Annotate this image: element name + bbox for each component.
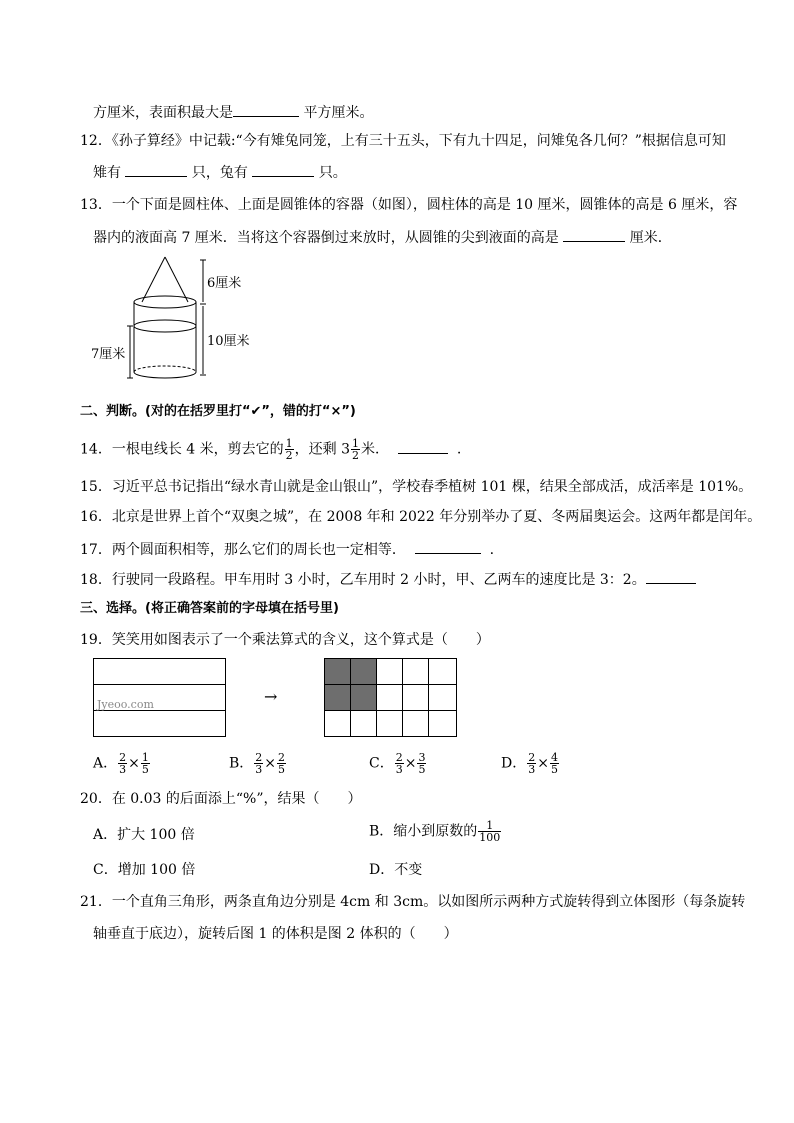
times-sign: × bbox=[404, 755, 417, 772]
answer-blank[interactable] bbox=[398, 439, 448, 454]
fraction bbox=[395, 752, 404, 775]
answer-blank[interactable] bbox=[233, 102, 299, 117]
fraction bbox=[478, 820, 501, 843]
q14-text-c: 米． bbox=[361, 441, 389, 458]
q14-text-d: . bbox=[456, 441, 462, 458]
numerator: 3 bbox=[418, 751, 426, 764]
q12-text-b: 只，兔有 bbox=[191, 165, 248, 181]
cone-cylinder-figure bbox=[90, 254, 270, 384]
liquid-height-label: 7厘米 bbox=[91, 347, 126, 362]
q13-text-a: 器内的液面高 7 厘米．当将这个容器倒过来放时，从圆锥的尖到液面的高是 bbox=[93, 230, 559, 246]
answer-blank[interactable] bbox=[646, 569, 696, 584]
q19-grid-figure bbox=[324, 658, 458, 738]
question-number: 14． bbox=[80, 441, 112, 458]
question-number: 17． bbox=[80, 542, 112, 558]
q20-text: 在 0.03 的后面添上“%”，结果（ ） bbox=[111, 791, 362, 807]
fraction bbox=[527, 752, 536, 775]
q17-text-b: . bbox=[489, 542, 495, 558]
numerator: 1 bbox=[141, 751, 149, 764]
question-number: 21． bbox=[80, 894, 112, 910]
q21-text: 一个直角三角形，两条直角边分别是 4cm 和 3cm。以如图所示两种方式旋转得到立体图形（每条旋转 bbox=[111, 894, 746, 910]
question-number: 19． bbox=[80, 632, 112, 648]
question-number: 16． bbox=[80, 509, 112, 525]
q13-line1 bbox=[80, 196, 737, 214]
question-number: 18． bbox=[80, 572, 112, 588]
q18 bbox=[80, 569, 696, 589]
q19 bbox=[80, 631, 490, 649]
denominator: 3 bbox=[528, 763, 536, 776]
answer-blank[interactable] bbox=[563, 227, 625, 242]
denominator: 5 bbox=[141, 763, 149, 776]
q14 bbox=[80, 438, 461, 461]
fraction bbox=[417, 752, 426, 775]
numerator: 2 bbox=[528, 751, 536, 764]
q11-text-b: 平方厘米。 bbox=[303, 105, 374, 121]
q12-line2 bbox=[93, 162, 347, 182]
q21-line2: 轴垂直于底边），旋转后图 1 的体积是图 2 体积的（ ） bbox=[93, 926, 458, 942]
q20-option-a[interactable]: A．扩大 100 倍 bbox=[93, 827, 195, 843]
option-d[interactable] bbox=[501, 752, 560, 775]
q12-text-a: 雉有 bbox=[93, 165, 121, 181]
q20-option-c[interactable]: C．增加 100 倍 bbox=[93, 862, 196, 878]
option-b[interactable] bbox=[229, 752, 287, 775]
numerator: 2 bbox=[255, 751, 263, 764]
option-letter: A． bbox=[93, 755, 118, 772]
arrow-icon: → bbox=[264, 687, 278, 706]
q20 bbox=[80, 790, 362, 808]
times-sign: × bbox=[537, 755, 549, 772]
numerator: 4 bbox=[550, 751, 558, 764]
times-sign: × bbox=[264, 755, 277, 772]
denominator: 3 bbox=[395, 763, 403, 776]
numerator: 2 bbox=[119, 751, 127, 764]
q14-text-a: 一根电线长 4 米，剪去它的 bbox=[111, 441, 284, 458]
fraction bbox=[351, 438, 360, 461]
q19-left-figure bbox=[93, 658, 227, 738]
q13-text-b: 厘米． bbox=[629, 230, 672, 246]
q11-tail bbox=[93, 102, 373, 122]
numerator: 2 bbox=[395, 751, 403, 764]
numerator: 1 bbox=[478, 820, 501, 832]
numerator: 2 bbox=[278, 751, 286, 764]
denominator: 100 bbox=[479, 831, 501, 844]
q13-text: 一个下面是圆柱体、上面是圆锥体的容器（如图），圆柱体的高是 10 厘米，圆锥体的高是 6 厘米，容 bbox=[111, 197, 738, 213]
q21-line1 bbox=[80, 893, 745, 911]
q19-text: 笑笑用如图表示了一个乘法算式的含义，这个算式是（ ） bbox=[111, 632, 490, 648]
denominator: 2 bbox=[352, 449, 359, 462]
q20-option-b[interactable] bbox=[369, 820, 502, 843]
fraction bbox=[277, 752, 286, 775]
fraction bbox=[550, 752, 559, 775]
q16-text: 北京是世界上首个“双奥之城”，在 2008 年和 2022 年分别举办了夏、冬两届奥运会。这两年都是闰年。 bbox=[111, 509, 762, 525]
q17-text: 两个圆面积相等，那么它们的周长也一定相等． bbox=[111, 542, 406, 558]
question-number: 13． bbox=[80, 197, 112, 213]
numerator: 1 bbox=[352, 437, 359, 450]
option-c[interactable] bbox=[369, 752, 427, 775]
q17 bbox=[80, 539, 494, 559]
q15 bbox=[80, 478, 752, 496]
fraction bbox=[141, 752, 150, 775]
option-text: B．缩小到原数的 bbox=[369, 823, 478, 840]
denominator: 3 bbox=[119, 763, 127, 776]
q20-option-d[interactable]: D．不变 bbox=[369, 862, 423, 878]
q16 bbox=[80, 508, 761, 526]
option-a[interactable] bbox=[93, 752, 151, 775]
denominator: 2 bbox=[285, 449, 293, 462]
answer-blank[interactable] bbox=[252, 162, 314, 177]
q11-text-a: 方厘米，表面积最大是 bbox=[93, 105, 233, 121]
fraction bbox=[285, 438, 294, 461]
question-number: 12． bbox=[80, 133, 112, 149]
times-sign: × bbox=[128, 755, 140, 772]
answer-blank[interactable] bbox=[125, 162, 187, 177]
cylinder-height-label: 10厘米 bbox=[207, 334, 250, 349]
q15-text: 习近平总书记指出“绿水青山就是金山银山”，学校春季植树 101 棵，结果全部成活，成活率是 101%。 bbox=[111, 479, 753, 495]
option-letter: C． bbox=[369, 755, 394, 772]
question-number: 15． bbox=[80, 479, 112, 495]
option-letter: D． bbox=[501, 755, 527, 772]
watermark: Jyeoo.com bbox=[97, 698, 154, 711]
fraction bbox=[118, 752, 127, 775]
denominator: 3 bbox=[255, 763, 263, 776]
section-2-heading: 二、判断。(对的在括罗里打“✔”，错的打“×”) bbox=[80, 404, 356, 419]
fraction bbox=[254, 752, 263, 775]
q14-text-b: ，还剩 3 bbox=[294, 441, 350, 458]
q12-text: 《孙子算经》中记载:“今有雉兔同笼，上有三十五头，下有九十四足，问雉兔各几何？”根据信息可知 bbox=[111, 133, 726, 149]
denominator: 5 bbox=[550, 763, 558, 776]
numerator: 1 bbox=[285, 437, 293, 450]
denominator: 5 bbox=[418, 763, 426, 776]
denominator: 5 bbox=[278, 763, 286, 776]
q18-text: 行驶同一段路程。甲车用时 3 小时，乙车用时 2 小时，甲、乙两车的速度比是 3：2。 bbox=[111, 572, 646, 588]
answer-blank[interactable] bbox=[415, 539, 481, 554]
cone-height-label: 6厘米 bbox=[207, 276, 242, 291]
section-3-heading: 三、选择。(将正确答案前的字母填在括号里) bbox=[80, 601, 339, 616]
option-letter: B． bbox=[229, 755, 254, 772]
question-number: 20． bbox=[80, 791, 112, 807]
q12-text-c: 只。 bbox=[318, 165, 347, 181]
q12-line1 bbox=[80, 132, 726, 150]
q13-line2 bbox=[93, 227, 672, 247]
